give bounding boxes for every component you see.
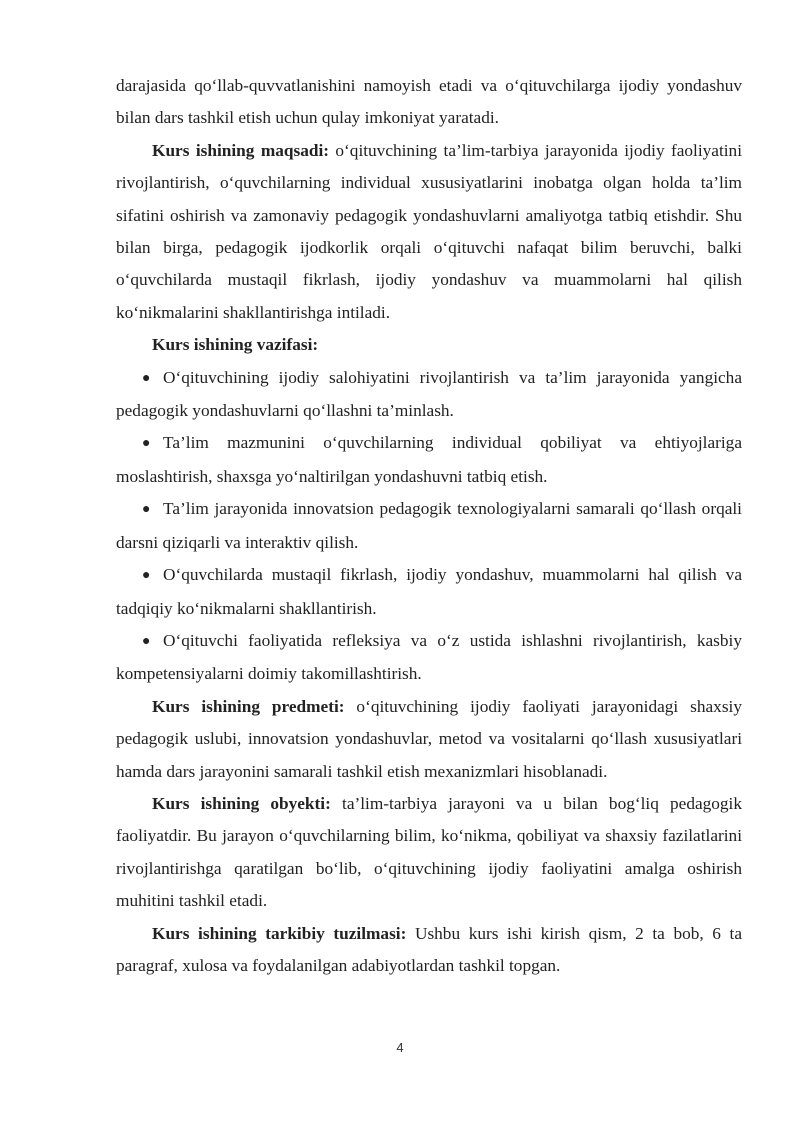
intro-continuation-paragraph: darajasida qo‘llab-quvvatlanishini namoyish etadi va o‘qituvchilarga ijodiy yondashuv bilan dars tashkil etish uchun qulay imkoniyat yaratadi.: [116, 76, 742, 128]
structure-paragraph: [116, 918, 742, 983]
task-text: O‘qituvchi faoliyatida refleksiya va o‘z ustida ishlashni rivojlantirish, kasbiy kompetensiyalarni doimiy takomillashtirish.: [116, 630, 742, 684]
task-text: O‘quvchilarda mustaqil fikrlash, ijodiy yondashuv, muammolarni hal qilish va tadqiqiy ko‘nikmalarni shakllantirish.: [116, 565, 742, 618]
subject-paragraph: [116, 691, 742, 788]
subject-text: o‘qituvchining ijodiy faoliyati jarayonidagi shaxsiy pedagogik uslubi, innovatsion yondashuvlar, metod va vositalarni qo‘llash xususiyatlari hamda dars jarayonini samarali tashkil etish mexanizmlari hisoblanadi.: [116, 696, 742, 781]
task-text: Ta’lim mazmunini o‘quvchilarning individual qobiliyat va ehtiyojlariga moslashtirish, shaxsga yo‘naltirilgan yondashuvni tatbiq etish.: [116, 433, 742, 486]
object-text: ta’lim-tarbiya jarayoni va u bilan bog‘liq pedagogik faoliyatdir. Bu jarayon o‘quvchilarning bilim, ko‘nikma, qobiliyat va shaxsiy fazilatlarini rivojlantirishga qaratilgan bo‘lib, o‘qituvchining ijodiy faoliyatini amalga oshirish muhitini tashkil etadi.: [116, 793, 742, 911]
bullet-icon: ●: [142, 370, 151, 386]
list-item: [116, 625, 742, 691]
bullet-icon: ●: [142, 568, 151, 584]
list-item: [116, 559, 742, 625]
task-text: Ta’lim jarayonida innovatsion pedagogik texnologiyalarni samarali qo‘llash orqali darsni qiziqarli va interaktiv qilish.: [116, 499, 742, 552]
document-page-body: [116, 70, 742, 982]
task-text: O‘qituvchining ijodiy salohiyatini rivojlantirish va ta’lim jarayonida yangicha pedagogik yondashuvlarni qo‘llashni ta’minlash.: [116, 367, 742, 421]
structure-label: Kurs ishining tarkibiy tuzilmasi:: [152, 923, 407, 943]
object-paragraph: [116, 788, 742, 918]
bullet-icon: ●: [142, 633, 151, 649]
page-number: 4: [396, 1040, 404, 1055]
list-item: [116, 362, 742, 428]
subject-label: Kurs ishining predmeti:: [152, 696, 345, 716]
purpose-text: o‘qituvchining ta’lim-tarbiya jarayonida ijodiy faoliyatini rivojlantirish, o‘quvchilarning individual xususiyatlarini inobatga olgan holda ta’lim sifatini oshirish va zamonaviy pedagogik yondashuvlarni amaliyotga tatbiq etishdir. Shu bilan birga, pedagogik ijodkorlik orqali o‘qituvchi nafaqat bilim beruvchi, balki o‘quvchilarda mustaqil fikrlash, ijodiy yondashuv va muammolarni hal qilish ko‘nikmalarini shakllantirishga intiladi.: [116, 140, 742, 322]
bullet-icon: ●: [142, 502, 151, 518]
tasks-list: [116, 362, 742, 691]
purpose-label: Kurs ishining maqsadi:: [152, 140, 330, 160]
list-item: [116, 427, 742, 493]
object-label: Kurs ishining obyekti:: [152, 793, 331, 813]
tasks-heading: Kurs ishining vazifasi:: [152, 335, 319, 355]
list-item: [116, 493, 742, 559]
bullet-icon: ●: [142, 436, 151, 452]
structure-text: Ushbu kurs ishi kirish qism, 2 ta bob, 6 ta paragraf, xulosa va foydalanilgan adabiyotlardan tashkil topgan.: [116, 923, 743, 975]
purpose-paragraph: [116, 135, 742, 329]
